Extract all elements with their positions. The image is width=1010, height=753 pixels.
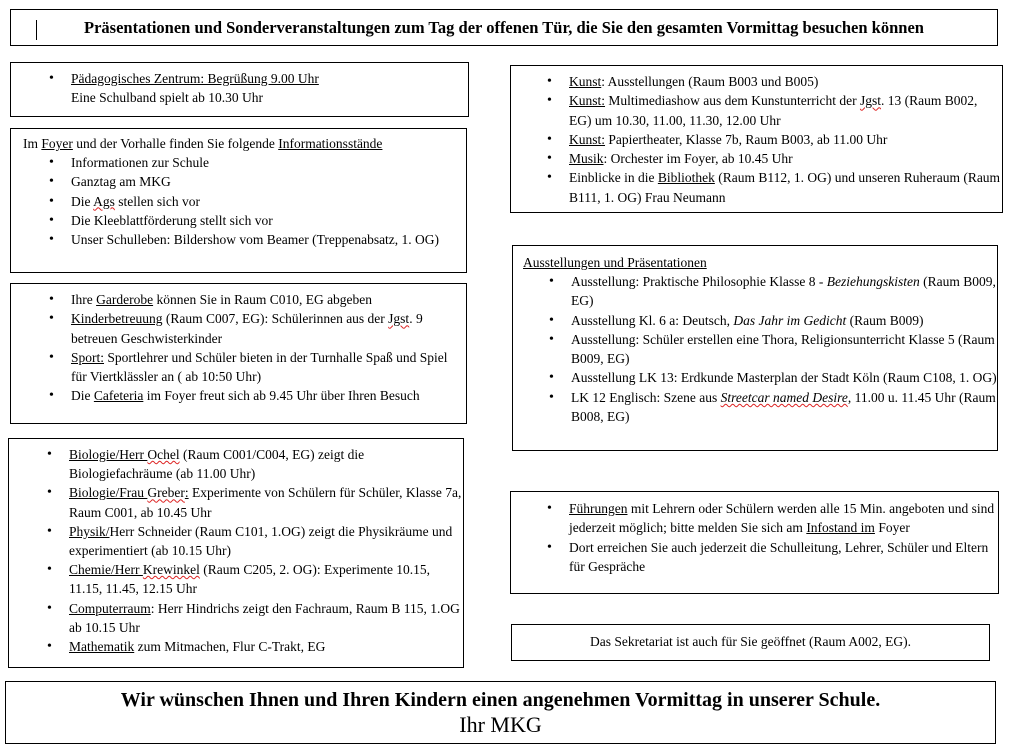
kinderbetreuung-link[interactable]: Kinderbetreuung xyxy=(71,311,163,327)
list-item: • Biologie/Herr Ochel (Raum C001/C004, EG) zeigt die Biologiefachräume (ab 11.00 Uhr) xyxy=(9,445,463,483)
physik-link[interactable]: Physik/ xyxy=(69,523,110,539)
kunst-papiertheater-link[interactable]: Kunst: xyxy=(569,131,606,147)
footer-box xyxy=(5,681,996,744)
sport-link[interactable]: Sport: xyxy=(71,349,105,365)
list-item: • Kunst: Multimediashow aus dem Kunstunterricht der Jgst. 13 (Raum B002, EG) um 10.30, 11.00, 11.30, 12.00 Uhr xyxy=(511,91,1002,130)
chemie-link[interactable]: Chemie/Herr xyxy=(69,562,143,578)
list-item: • Unser Schulleben: Bildershow vom Beamer (Treppenabsatz, 1. OG) xyxy=(11,230,466,249)
mathematik-link[interactable]: Mathematik xyxy=(69,639,135,655)
garderobe-link[interactable]: Garderobe xyxy=(96,292,154,307)
fuehrungen-link[interactable]: Führungen xyxy=(569,501,628,516)
list-item: • Mathematik zum Mitmachen, Flur C-Trakt, EG xyxy=(9,637,463,656)
musik-link[interactable]: Musik xyxy=(569,151,604,167)
list-item: • Die Ags stellen sich vor xyxy=(11,192,466,211)
welcome-text: Eine Schulband spielt ab 10.30 Uhr xyxy=(71,90,263,106)
cafeteria-link[interactable]: Cafeteria xyxy=(93,388,144,404)
footer-signature: Ihr MKG xyxy=(459,712,542,737)
list-item: • Sport: Sportlehrer und Schüler bieten in der Turnhalle Spaß und Spiel für Viertklässler an ( ab 10:50 Uhr) xyxy=(11,348,466,387)
info-stands-heading: Im Foyer und der Vorhalle finden Sie folgende Informationsstände xyxy=(23,136,383,151)
list-item: • Musik: Orchester im Foyer, ab 10.45 Uhr xyxy=(511,149,1002,168)
secretariat-text: Das Sekretariat ist auch für Sie geöffnet (Raum A002, EG). xyxy=(589,634,912,649)
kunst-link[interactable]: Kunst xyxy=(569,74,602,89)
secretariat-box xyxy=(511,624,990,661)
page-title-box xyxy=(10,9,998,46)
list-item: • LK 12 Englisch: Szene aus Streetcar named Desire, 11.00 u. 11.45 Uhr (Raum B008, EG) xyxy=(513,388,997,427)
text-cursor xyxy=(36,20,37,40)
list-item: • Computerraum: Herr Hindrichs zeigt den Fachraum, Raum B 115, 1.OG ab 10.15 Uhr xyxy=(9,599,463,637)
list-item: • Ausstellung: Praktische Philosophie Klasse 8 - Beziehungskisten (Raum B009, EG) xyxy=(513,272,997,311)
list-item: • Kunst: Papiertheater, Klasse 7b, Raum B003, ab 11.00 Uhr xyxy=(511,130,1002,149)
list-item: • Führungen mit Lehrern oder Schülern werden alle 15 Min. angeboten und sind jederzeit möglich; bitte melden Sie sich am Infostand im Foyer xyxy=(511,499,998,538)
list-item: • Die Cafeteria im Foyer freut sich ab 9.45 Uhr über Ihren Besuch xyxy=(11,386,466,405)
foyer-link[interactable]: Foyer xyxy=(41,136,73,151)
services-box xyxy=(10,283,467,424)
bibliothek-link[interactable]: Bibliothek xyxy=(657,170,715,186)
infostand-link[interactable]: Infostand im xyxy=(806,520,875,536)
list-item: • Informationen zur Schule xyxy=(11,153,466,172)
list-item: • Einblicke in die Bibliothek (Raum B112, 1. OG) und unseren Ruheraum (Raum B111, 1. OG) Frau Neumann xyxy=(511,168,1002,207)
info-stands-link[interactable]: Informationsstände xyxy=(278,136,383,151)
welcome-box xyxy=(10,62,469,117)
arts-box xyxy=(510,65,1003,213)
list-item: • Kinderbetreuung (Raum C007, EG): Schülerinnen aus der Jgst. 9 betreuen Geschwisterkinder xyxy=(11,309,466,348)
list-item: • Die Kleeblattförderung stellt sich vor xyxy=(11,211,466,230)
page-title: Präsentationen und Sonderveranstaltungen zum Tag der offenen Tür, die Sie den gesamten Vormittag besuchen können xyxy=(84,18,924,37)
list-item: • Ausstellung LK 13: Erdkunde Masterplan der Stadt Köln (Raum C108, 1. OG) xyxy=(513,368,997,387)
list-item: • Dort erreichen Sie auch jederzeit die Schulleitung, Lehrer, Schüler und Eltern für Gespräche xyxy=(511,538,998,577)
list-item: • Kunst: Ausstellungen (Raum B003 und B005) xyxy=(511,72,1002,91)
list-item: • Physik/Herr Schneider (Raum C101, 1.OG) zeigt die Physikräume und experimentiert (ab 10.15 Uhr) xyxy=(9,522,463,560)
ags-link[interactable]: Ags xyxy=(93,193,115,209)
tours-box xyxy=(510,491,999,594)
welcome-link[interactable]: Pädagogisches Zentrum: Begrüßung 9.00 Uhr xyxy=(71,71,319,86)
list-item: • Ganztag am MKG xyxy=(11,172,466,191)
list-item: • Ihre Garderobe können Sie in Raum C010, EG abgeben xyxy=(11,290,466,309)
list-item: • Ausstellung: Schüler erstellen eine Thora, Religionsunterricht Klasse 5 (Raum B009, EG) xyxy=(513,330,997,369)
exhibitions-heading: Ausstellungen und Präsentationen xyxy=(523,255,707,270)
list-item: • Chemie/Herr Krewinkel (Raum C205, 2. OG): Experimente 10.15, 11.15, 11.45, 12.15 Uhr xyxy=(9,560,463,598)
info-stands-box xyxy=(10,128,467,273)
list-item: • Biologie/Frau Greber: Experimente von Schülern für Schüler, Klasse 7a, Raum C001, ab 10.45 Uhr xyxy=(9,483,463,521)
kunst-multimedia-link[interactable]: Kunst: xyxy=(569,93,606,109)
biologie-greber-link[interactable]: Biologie/Frau xyxy=(69,485,148,501)
footer-greeting: Wir wünschen Ihnen und Ihren Kindern einen angenehmen Vormittag in unserer Schule. xyxy=(120,689,881,711)
list-item xyxy=(11,69,468,108)
exhibitions-box xyxy=(512,245,998,451)
science-box xyxy=(8,438,464,668)
biologie-link[interactable]: Biologie/Herr xyxy=(69,447,148,462)
computerraum-link[interactable]: Computerraum xyxy=(69,600,151,616)
list-item: • Ausstellung Kl. 6 a: Deutsch, Das Jahr im Gedicht (Raum B009) xyxy=(513,311,997,330)
